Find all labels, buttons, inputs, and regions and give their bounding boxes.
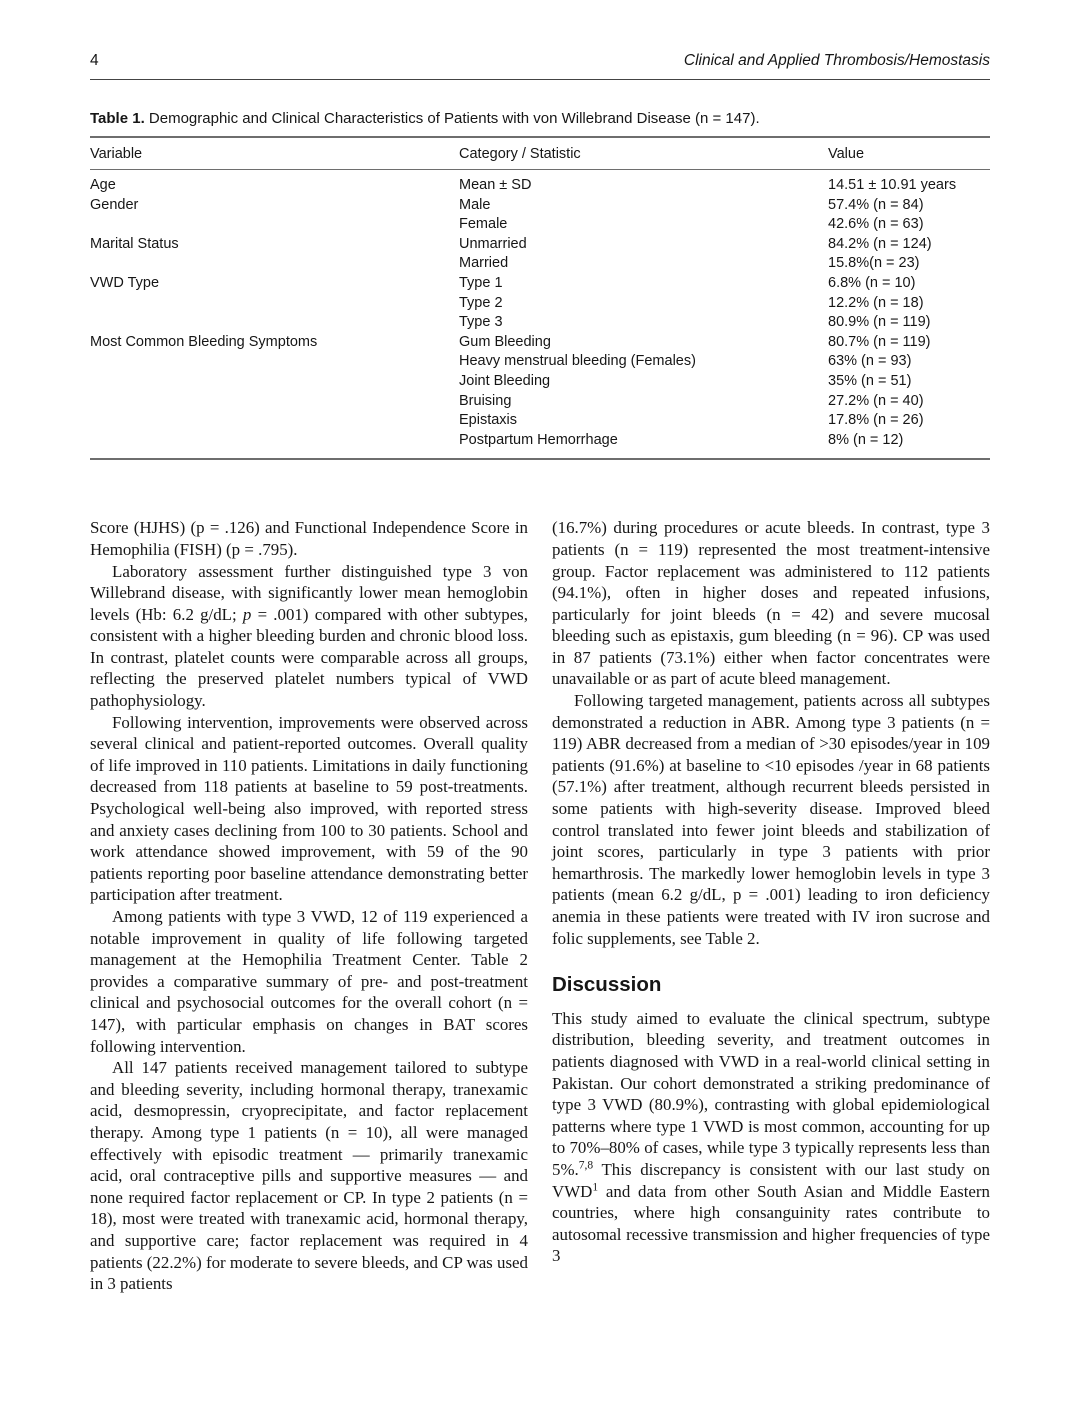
table-cell-value: 84.2% (n = 124) <box>828 235 932 252</box>
text-segment: This study aimed to evaluate the clinical spectrum, subtype distribution, bleeding severity, and treatment outcomes in patients diagnosed with VWD in a real-world clinical setting in Pakistan. Our cohort demonstrated a striking predominance of type 3 VWD (80.9%), contrasting with global epidemiological patterns where type 1 VWD is most common, accounting for up to 70%–80% of cases, while type 3 typically represents less than 5%. <box>552 1008 990 1179</box>
table-cell-variable <box>90 254 459 274</box>
table-cell-variable: VWD Type <box>90 274 160 291</box>
table-cell-value: 63% (n = 93) <box>828 353 912 370</box>
table-cell-value: 27.2% (n = 40) <box>828 392 924 409</box>
table-cell-category: Unmarried <box>459 235 527 252</box>
table-row <box>90 411 990 431</box>
page-number: 4 <box>90 52 99 69</box>
table-cell-variable <box>90 411 459 431</box>
table-cell-variable: Marital Status <box>90 235 179 252</box>
table-cell-value: 6.8% (n = 10) <box>828 274 916 291</box>
table-cell-category: Type 2 <box>459 294 503 311</box>
table-cell-value: 80.7% (n = 119) <box>828 333 931 350</box>
citation-superscript: 1 <box>592 1180 599 1193</box>
body-paragraph: (16.7%) during procedures or acute bleeds. In contrast, type 3 patients (n = 119) represented the most treatment-intensive group. Factor replacement was administered to 112 patients (94.1%), often in higher doses and repeated infusions, particularly for joint bleeds (n = 42) and severe mucosal bleeding such as epistaxis, gum bleeding (n = 96). CP was used in 87 patients (73.1%) either when factor concentrates were unavailable or as part of acute bleed management. <box>552 518 990 689</box>
table-cell-category: Married <box>459 255 509 272</box>
table-cell-variable <box>90 352 459 372</box>
table-cell-variable <box>90 392 459 412</box>
table-row <box>90 352 990 372</box>
body-paragraph: Following targeted management, patients across all subtypes demonstrated a reduction in ABR. Among type 3 patients (n = 119) ABR decreased from a median of >30 episodes/year in 109 patients (91.6%) at baseline to <10 episodes /year in 68 patients (57.1%) after treatment, although recurrent bleeds persisted in some patients with high-severity disease. Improved bleed control translated into fewer joint bleeds and stabilization of joint scores, particularly in type 3 patients with prior hemarthrosis. The markedly lower hemoglobin levels in type 3 patients (mean 6.2 g/dL, p = .001) leading to iron deficiency anemia in these patients were treated with IV iron sucrose and folic supplements, see Table 2. <box>552 691 990 948</box>
table-cell-variable <box>90 372 459 392</box>
text-segment: Laboratory assessment further distinguished type 3 von Willebrand disease, with significantly lower mean hemoglobin levels (Hb: 6.2 g/dL; <box>90 561 528 624</box>
text-segment: and data from other South Asian and Middle Eastern countries, where high consanguinity rates contribute to autosomal recessive transmission and higher frequencies of type 3 <box>552 1181 990 1266</box>
table-cell-variable: Most Common Bleeding Symptoms <box>90 333 318 350</box>
text-segment: This discrepancy is consistent with our last study on VWD <box>552 1159 990 1201</box>
table-row <box>90 392 990 412</box>
table-cell-category: Heavy menstrual bleeding (Females) <box>459 353 696 370</box>
body-paragraph: Among patients with type 3 VWD, 12 of 119 experienced a notable improvement in quality of life following targeted management at the Hemophilia Treatment Center. Table 2 provides a comparative summary of pre- and post-treatment clinical and psychosocial outcomes for the overall cohort (n = 147), with particular emphasis on changes in BAT scores following intervention. <box>90 907 528 1056</box>
table-col-value: Value <box>828 137 990 170</box>
text-segment: = .001) compared with other subtypes, consistent with a higher bleeding burden and chronic blood loss. In contrast, platelet counts were comparable across all groups, reflecting the preserved platelet numbers typical of VWD pathophysiology. <box>90 604 528 711</box>
text-segment: p <box>242 604 252 624</box>
table-row <box>90 431 990 460</box>
table-cell-value: 15.8%(n = 23) <box>828 255 920 272</box>
column-right <box>552 517 990 1294</box>
table-cell-value: 17.8% (n = 26) <box>828 412 924 429</box>
table-cell-category: Type 3 <box>459 314 503 331</box>
table-cell-value: 35% (n = 51) <box>828 372 912 389</box>
table-cell-variable <box>90 294 459 314</box>
citation-superscript: 7,8 <box>578 1159 594 1172</box>
table-row <box>90 196 990 216</box>
article-body <box>90 517 990 1294</box>
table-row <box>90 215 990 235</box>
column-left <box>90 517 528 1294</box>
table-cell-value: 8% (n = 12) <box>828 431 904 448</box>
body-paragraph <box>90 561 528 712</box>
body-paragraph: Following intervention, improvements were observed across several clinical and patient-reported outcomes. Overall quality of life improved in 110 patients. Limitations in daily functioning decreased from 118 patients at baseline to 59 post-treatments. Psychological well-being also improved, with reported stress and anxiety cases declining from 100 to 30 patients. School and work attendance showed improvement, with 59 of the 90 patients reporting poor baseline attendance demonstrating better participation after treatment. <box>90 712 528 905</box>
table-cell-category: Female <box>459 216 508 233</box>
table-cell-variable <box>90 215 459 235</box>
table-cell-value: 57.4% (n = 84) <box>828 196 924 213</box>
body-paragraph: Score (HJHS) (p = .126) and Functional Independence Score in Hemophilia (FISH) (p = .795). <box>90 518 528 559</box>
table-row <box>90 170 990 196</box>
section-heading: Discussion <box>552 973 662 997</box>
table-col-variable: Variable <box>90 137 459 170</box>
table-row <box>90 313 990 333</box>
page-header <box>90 52 990 80</box>
table-caption <box>90 110 990 127</box>
table-caption-label: Table 1. <box>90 110 145 127</box>
table-cell-value: 14.51 ± 10.91 years <box>828 177 957 193</box>
table-row <box>90 294 990 314</box>
table-row <box>90 235 990 255</box>
table-cell-category: Joint Bleeding <box>459 372 551 389</box>
table-cell-category: Epistaxis <box>459 412 518 429</box>
table-caption-text: Demographic and Clinical Characteristics of Patients with von Willebrand Disease (n = 147). <box>148 110 760 127</box>
table-cell-value: 80.9% (n = 119) <box>828 314 931 331</box>
table-cell-category: Bruising <box>459 392 512 409</box>
table-cell-value: 42.6% (n = 63) <box>828 216 924 233</box>
journal-title: Clinical and Applied Thrombosis/Hemostasis <box>683 52 990 69</box>
table-cell-category: Mean ± SD <box>459 177 532 193</box>
table-cell-variable <box>90 431 459 460</box>
table-header-row <box>90 137 990 170</box>
table-body <box>90 170 990 460</box>
table-row <box>90 372 990 392</box>
table-cell-variable: Gender <box>90 196 139 213</box>
table-cell-category: Postpartum Hemorrhage <box>459 431 618 448</box>
table-col-category: Category / Statistic <box>459 137 828 170</box>
table-cell-category: Male <box>459 196 491 213</box>
table-row <box>90 254 990 274</box>
table-cell-variable: Age <box>90 177 116 193</box>
table-cell-category: Type 1 <box>459 274 503 291</box>
table-row <box>90 274 990 294</box>
demographics-table <box>90 136 990 460</box>
table-cell-variable <box>90 313 459 333</box>
table-cell-value: 12.2% (n = 18) <box>828 294 924 311</box>
body-paragraph: All 147 patients received management tailored to subtype and bleeding severity, including hormonal therapy, tranexamic acid, desmopressin, cryoprecipitate, and factor replacement therapy. Among type 1 patients (n = 10), all were managed effectively with episodic treatment — primarily tranexamic acid, oral contraceptive pills and supportive measures — and none required factor replacement or CP. In type 2 patients (n = 18), most were treated with tranexamic acid, hormonal therapy, and supportive care; factor replacement was required in 4 patients (22.2%) for moderate to severe bleeds, and CP was used in 3 patients <box>90 1058 528 1294</box>
body-paragraph <box>552 1008 990 1267</box>
table-row <box>90 333 990 353</box>
table-cell-category: Gum Bleeding <box>459 333 551 350</box>
